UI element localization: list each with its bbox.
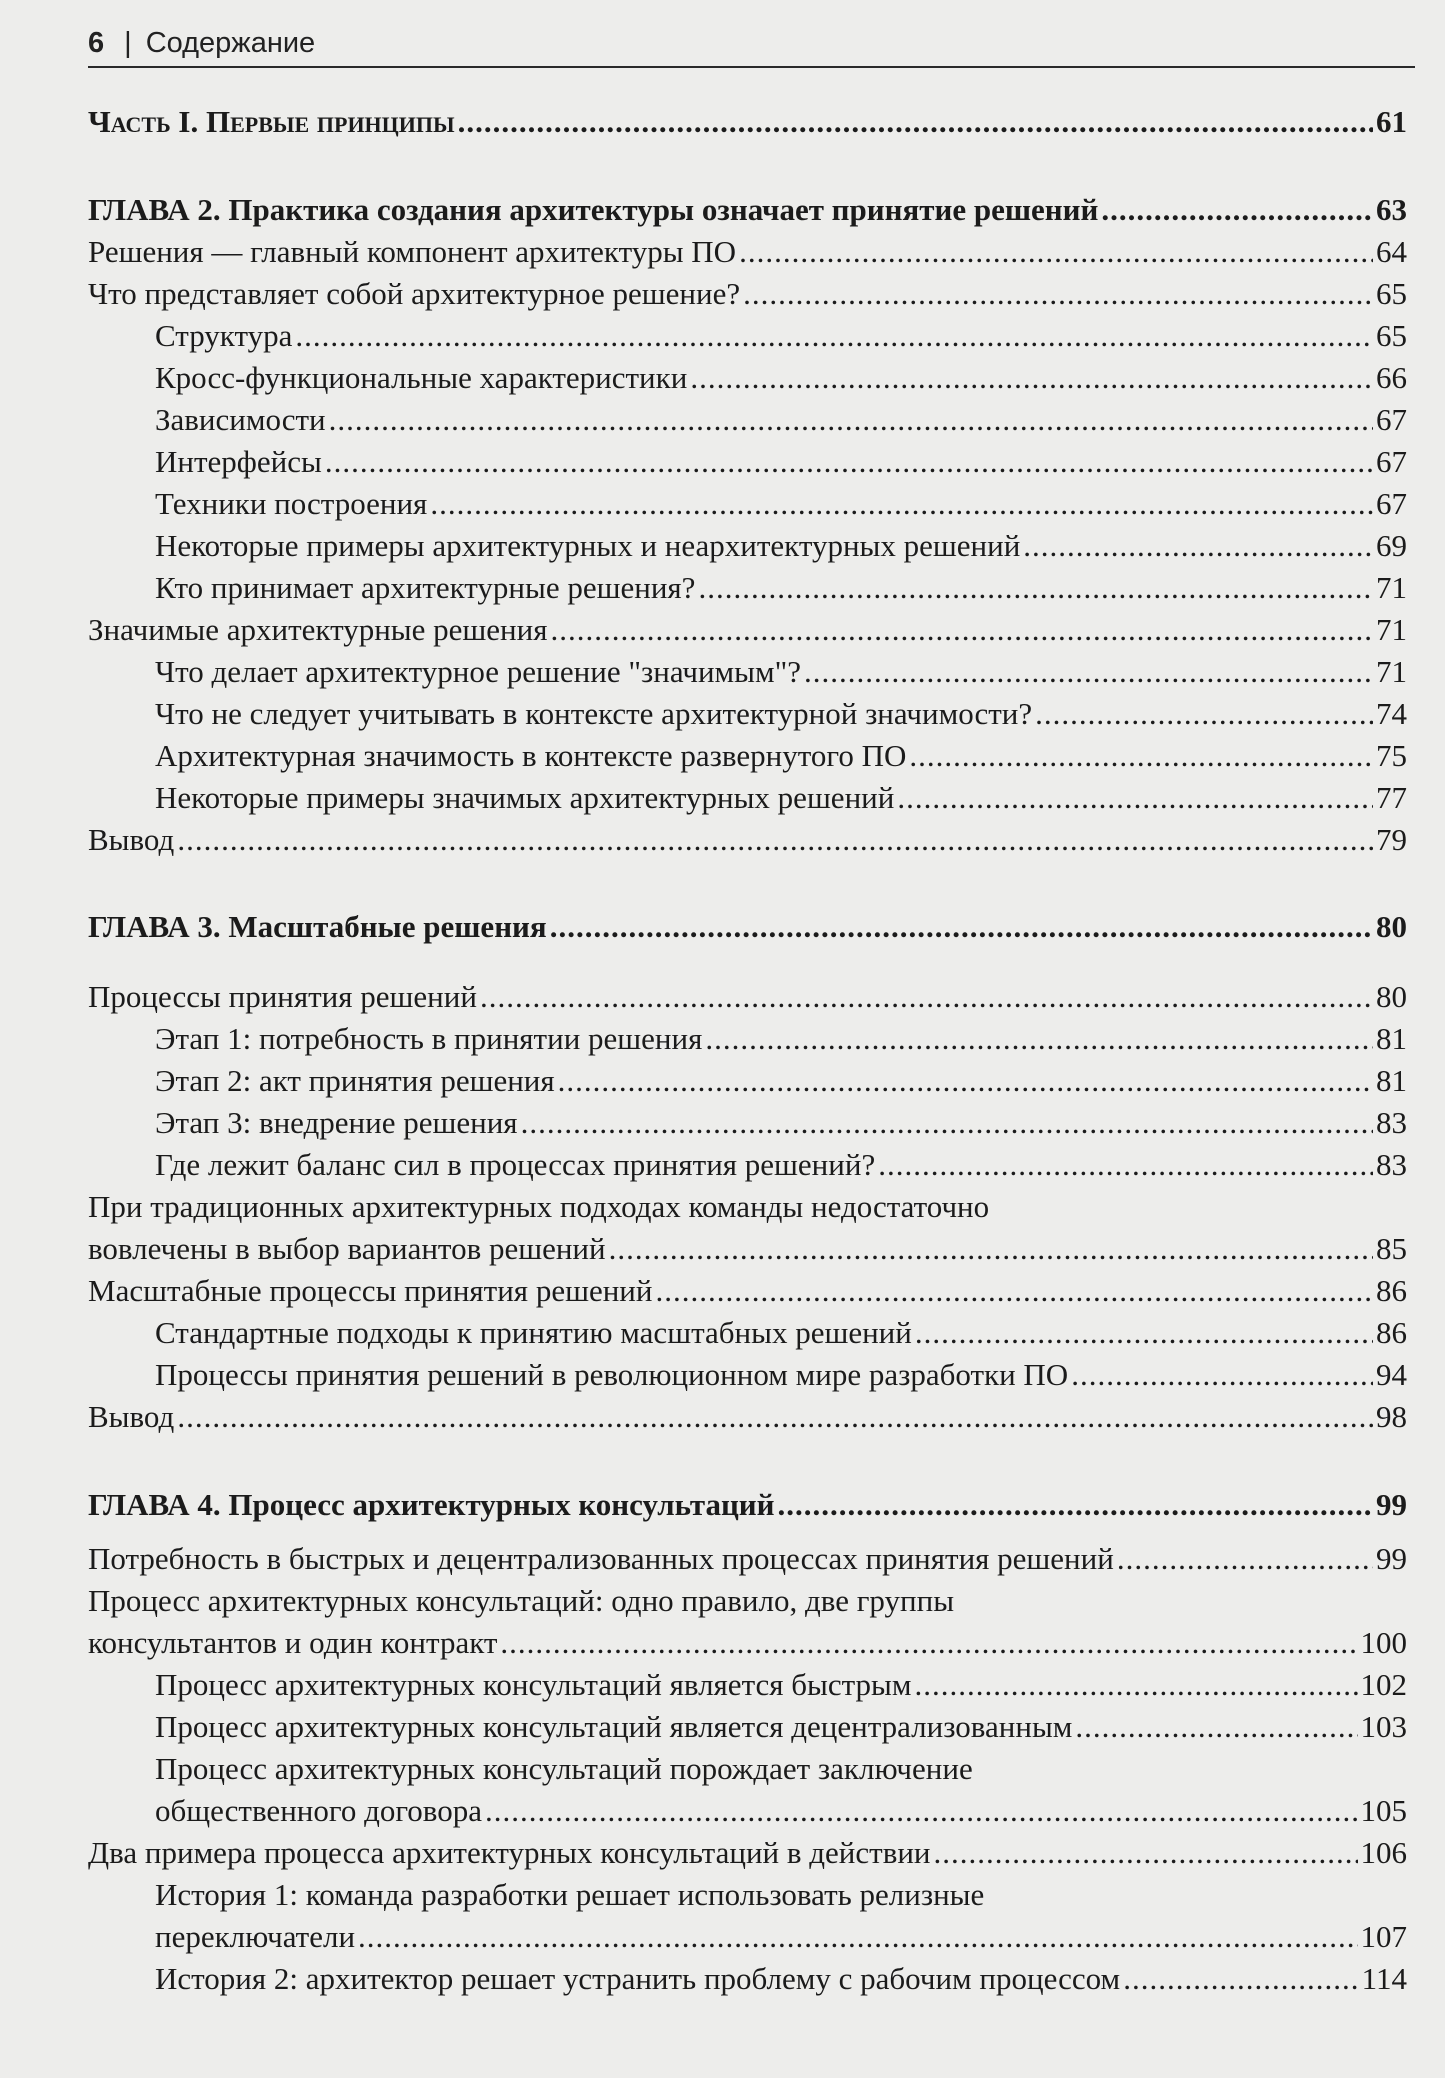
toc-entry-title-part2: переключатели bbox=[155, 1919, 356, 1954]
toc-entry[interactable] bbox=[88, 272, 1407, 316]
toc-chapter-heading[interactable] bbox=[88, 905, 1407, 949]
toc-entry-page: 81 bbox=[1376, 1021, 1407, 1056]
toc-subentry[interactable] bbox=[155, 1059, 1407, 1103]
leader-dots bbox=[878, 1143, 1373, 1187]
leader-dots bbox=[1075, 1705, 1357, 1749]
toc-subentry[interactable] bbox=[155, 440, 1407, 484]
toc-subentry[interactable] bbox=[155, 314, 1407, 358]
toc-subentry[interactable] bbox=[155, 776, 1407, 820]
toc-entry[interactable] bbox=[88, 1621, 1407, 1665]
toc-entry-title-part2: консультантов и один контракт bbox=[88, 1625, 498, 1660]
leader-dots bbox=[698, 566, 1373, 610]
page-number: 6 bbox=[88, 27, 105, 59]
toc-subentry[interactable] bbox=[155, 356, 1407, 400]
leader-dots bbox=[778, 1483, 1373, 1527]
leader-dots bbox=[325, 440, 1373, 484]
leader-dots bbox=[739, 230, 1373, 274]
toc-entry[interactable] bbox=[88, 975, 1407, 1019]
leader-dots bbox=[655, 1269, 1373, 1313]
toc-entry-title: Масштабные процессы принятия решений bbox=[88, 1273, 653, 1308]
toc-entry-page: 94 bbox=[1376, 1357, 1407, 1392]
leader-dots bbox=[1023, 524, 1373, 568]
toc-entry-page: 71 bbox=[1376, 612, 1407, 647]
toc-entry-page: 79 bbox=[1376, 822, 1407, 857]
leader-dots bbox=[521, 1101, 1373, 1145]
leader-dots bbox=[177, 1395, 1373, 1439]
leader-dots bbox=[705, 1017, 1373, 1061]
toc-entry-title: Что делает архитектурное решение "значимым"? bbox=[155, 654, 802, 689]
toc-entry[interactable] bbox=[88, 1537, 1407, 1581]
toc-subentry[interactable] bbox=[155, 1017, 1407, 1061]
toc-entry-title: Решения — главный компонент архитектуры ПО bbox=[88, 234, 737, 269]
toc-entry[interactable] bbox=[88, 608, 1407, 652]
toc-entry-page: 67 bbox=[1376, 444, 1407, 479]
leader-dots bbox=[1035, 692, 1373, 736]
toc-entry[interactable] bbox=[88, 230, 1407, 274]
toc-subentry[interactable] bbox=[155, 482, 1407, 526]
toc-entry-title: Вывод bbox=[88, 822, 175, 857]
toc-entry-page: 99 bbox=[1376, 1541, 1407, 1576]
leader-dots bbox=[295, 314, 1373, 358]
leader-dots bbox=[915, 1311, 1373, 1355]
leader-dots bbox=[1117, 1537, 1373, 1581]
toc-entry-page: 102 bbox=[1360, 1667, 1407, 1702]
leader-dots bbox=[430, 482, 1373, 526]
section-title: Содержание bbox=[145, 27, 316, 59]
toc-entry-page: 71 bbox=[1376, 570, 1407, 605]
toc-entry-title: Структура bbox=[155, 318, 293, 353]
toc-subentry[interactable] bbox=[155, 734, 1407, 778]
toc-entry-title: Часть I. Первые принципы bbox=[88, 104, 455, 139]
toc-entry-title: Что не следует учитывать в контексте архитектурной значимости? bbox=[155, 696, 1033, 731]
toc-entry-page: 67 bbox=[1376, 486, 1407, 521]
toc-entry-title: Некоторые примеры значимых архитектурных решений bbox=[155, 780, 895, 815]
leader-dots bbox=[550, 905, 1373, 949]
toc-entry-title-part1: История 1: команда разработки решает использовать релизные bbox=[155, 1877, 985, 1912]
toc-subentry[interactable] bbox=[155, 1311, 1407, 1355]
toc-subentry[interactable] bbox=[155, 1705, 1407, 1749]
toc-entry-page: 98 bbox=[1376, 1399, 1407, 1434]
toc-entry-page: 71 bbox=[1376, 654, 1407, 689]
toc-entry-page: 75 bbox=[1376, 738, 1407, 773]
toc-entry[interactable] bbox=[88, 1395, 1407, 1439]
running-head bbox=[88, 20, 1415, 68]
toc-entry-title: Где лежит баланс сил в процессах принятия решений? bbox=[155, 1147, 876, 1182]
toc-entry-title: Значимые архитектурные решения bbox=[88, 612, 548, 647]
toc-subentry[interactable] bbox=[155, 1353, 1407, 1397]
toc-entry-title: Этап 3: внедрение решения bbox=[155, 1105, 518, 1140]
toc-entry-page: 66 bbox=[1376, 360, 1407, 395]
toc-entry-title: Процессы принятия решений bbox=[88, 979, 477, 1014]
toc-subentry[interactable] bbox=[155, 692, 1407, 736]
toc-entry-title: Этап 1: потребность в принятии решения bbox=[155, 1021, 703, 1056]
toc-entry-title: Кто принимает архитектурные решения? bbox=[155, 570, 696, 605]
toc-part-heading[interactable] bbox=[88, 100, 1407, 144]
toc-entry-page: 80 bbox=[1376, 909, 1407, 944]
leader-dots bbox=[177, 818, 1373, 862]
toc-entry-page: 74 bbox=[1376, 696, 1407, 731]
leader-dots bbox=[458, 100, 1373, 144]
toc-subentry[interactable] bbox=[155, 1101, 1407, 1145]
toc-entry-page: 80 bbox=[1376, 979, 1407, 1014]
toc-entry-title: ГЛАВА 2. Практика создания архитектуры означает принятие решений bbox=[88, 192, 1099, 227]
toc-entry-page: 67 bbox=[1376, 402, 1407, 437]
toc-entry-page: 100 bbox=[1360, 1625, 1407, 1660]
toc-entry-page: 107 bbox=[1360, 1919, 1407, 1954]
toc-entry-page: 83 bbox=[1376, 1105, 1407, 1140]
toc-entry-page: 65 bbox=[1376, 318, 1407, 353]
leader-dots bbox=[609, 1227, 1373, 1271]
leader-dots bbox=[558, 1059, 1373, 1103]
toc-entry-page: 64 bbox=[1376, 234, 1407, 269]
toc-entry-title: Два примера процесса архитектурных консультаций в действии bbox=[88, 1835, 931, 1870]
toc-entry-page: 65 bbox=[1376, 276, 1407, 311]
toc-entry-title: Зависимости bbox=[155, 402, 326, 437]
leader-dots bbox=[480, 975, 1373, 1019]
toc-entry-title: Вывод bbox=[88, 1399, 175, 1434]
leader-dots bbox=[550, 608, 1373, 652]
toc-chapter-heading[interactable] bbox=[88, 1483, 1407, 1527]
toc-entry-title-part2: вовлечены в выбор вариантов решений bbox=[88, 1231, 606, 1266]
toc-subentry[interactable] bbox=[155, 524, 1407, 568]
toc-entry-title: История 2: архитектор решает устранить проблему с рабочим процессом bbox=[155, 1961, 1121, 1996]
toc-entry-title: ГЛАВА 4. Процесс архитектурных консультаций bbox=[88, 1487, 775, 1522]
toc-entry-page: 85 bbox=[1376, 1231, 1407, 1266]
toc-entry-page: 114 bbox=[1361, 1961, 1407, 1996]
toc-entry-title: Стандартные подходы к принятию масштабных решений bbox=[155, 1315, 912, 1350]
toc-entry-title: Некоторые примеры архитектурных и неархитектурных решений bbox=[155, 528, 1021, 563]
leader-dots bbox=[329, 398, 1373, 442]
toc-entry-page: 69 bbox=[1376, 528, 1407, 563]
leader-dots bbox=[934, 1831, 1358, 1875]
toc-subentry[interactable] bbox=[155, 650, 1407, 694]
leader-dots bbox=[909, 734, 1373, 778]
toc-entry-title: Этап 2: акт принятия решения bbox=[155, 1063, 555, 1098]
toc-chapter-heading[interactable] bbox=[88, 188, 1407, 232]
toc-subentry[interactable] bbox=[155, 398, 1407, 442]
header-separator: | bbox=[124, 27, 132, 59]
toc-entry-page: 106 bbox=[1360, 1835, 1407, 1870]
leader-dots bbox=[1123, 1957, 1358, 2001]
leader-dots bbox=[897, 776, 1373, 820]
toc-entry-page: 86 bbox=[1376, 1315, 1407, 1350]
toc-entry-page: 86 bbox=[1376, 1273, 1407, 1308]
toc-entry[interactable] bbox=[88, 1269, 1407, 1313]
toc-subentry[interactable] bbox=[155, 1915, 1407, 1959]
leader-dots bbox=[915, 1663, 1358, 1707]
toc-entry-title: Потребность в быстрых и децентрализованных процессах принятия решений bbox=[88, 1541, 1114, 1576]
toc-entry-title: Процесс архитектурных консультаций является быстрым bbox=[155, 1667, 912, 1702]
leader-dots bbox=[485, 1789, 1358, 1833]
leader-dots bbox=[1101, 188, 1373, 232]
toc-entry-page: 63 bbox=[1376, 192, 1407, 227]
toc-entry[interactable] bbox=[88, 1227, 1407, 1271]
toc-entry[interactable] bbox=[88, 1831, 1407, 1875]
toc-entry-page: 61 bbox=[1376, 104, 1407, 139]
toc-entry-title-part1: Процесс архитектурных консультаций: одно правило, две группы bbox=[88, 1583, 955, 1618]
toc-entry-title: Процессы принятия решений в революционном мире разработки ПО bbox=[155, 1357, 1069, 1392]
leader-dots bbox=[743, 272, 1373, 316]
toc-entry[interactable] bbox=[88, 818, 1407, 862]
toc-entry-page: 77 bbox=[1376, 780, 1407, 815]
toc-entry-title: Что представляет собой архитектурное решение? bbox=[88, 276, 741, 311]
toc-entry-page: 81 bbox=[1376, 1063, 1407, 1098]
toc-entry-title-part2: общественного договора bbox=[155, 1793, 482, 1828]
leader-dots bbox=[358, 1915, 1357, 1959]
toc-entry-title: Архитектурная значимость в контексте развернутого ПО bbox=[155, 738, 907, 773]
toc-entry-title: Кросс-функциональные характеристики bbox=[155, 360, 688, 395]
toc-entry-title-part1: Процесс архитектурных консультаций порождает заключение bbox=[155, 1751, 973, 1786]
toc-entry-title: Процесс архитектурных консультаций является децентрализованным bbox=[155, 1709, 1073, 1744]
toc-subentry[interactable] bbox=[155, 1663, 1407, 1707]
toc-entry-title: Интерфейсы bbox=[155, 444, 322, 479]
toc-entry-title: Техники построения bbox=[155, 486, 428, 521]
toc-entry-title: ГЛАВА 3. Масштабные решения bbox=[88, 909, 547, 944]
leader-dots bbox=[804, 650, 1373, 694]
toc-entry-page: 83 bbox=[1376, 1147, 1407, 1182]
leader-dots bbox=[1071, 1353, 1373, 1397]
toc-subentry[interactable] bbox=[155, 1143, 1407, 1187]
leader-dots bbox=[690, 356, 1373, 400]
toc-subentry[interactable] bbox=[155, 1957, 1407, 2001]
toc-subentry[interactable] bbox=[155, 566, 1407, 610]
toc-entry-page: 105 bbox=[1360, 1793, 1407, 1828]
leader-dots bbox=[500, 1621, 1357, 1665]
toc-subentry[interactable] bbox=[155, 1789, 1407, 1833]
toc-entry-title-part1: При традиционных архитектурных подходах команды недостаточно bbox=[88, 1189, 990, 1224]
toc-entry-page: 99 bbox=[1376, 1487, 1407, 1522]
toc-entry-page: 103 bbox=[1360, 1709, 1407, 1744]
